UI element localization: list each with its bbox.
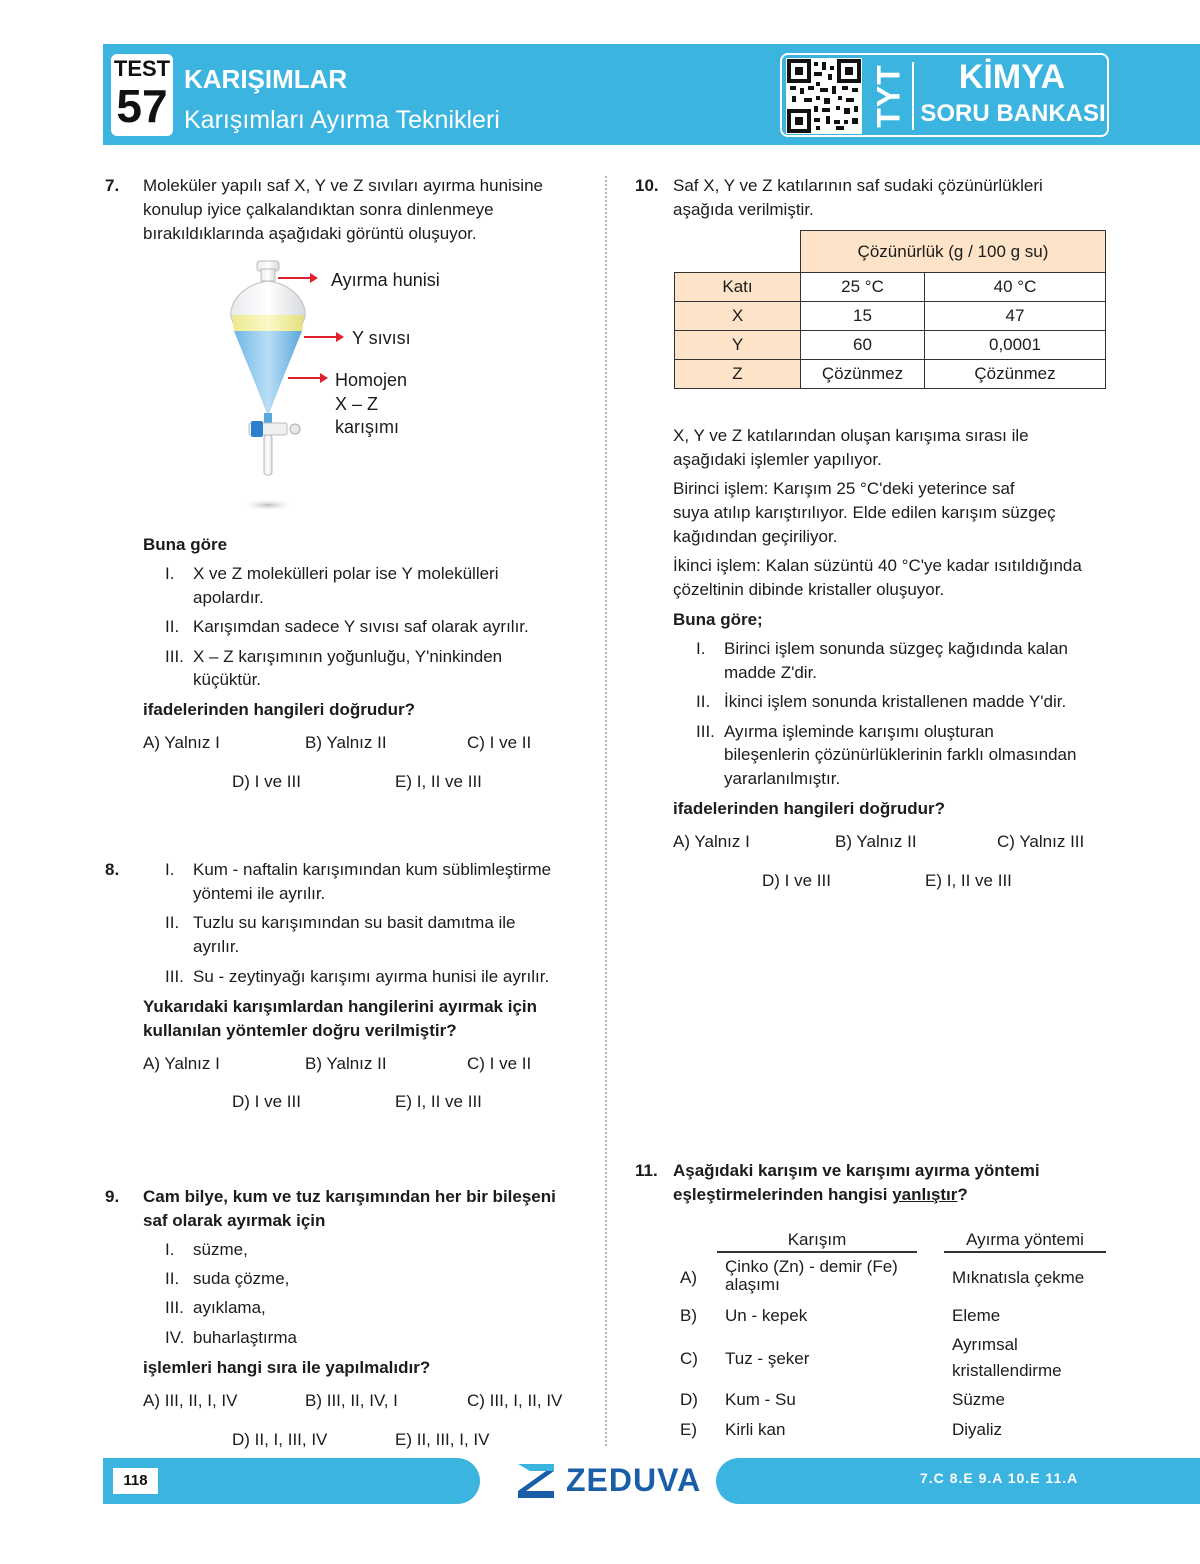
- match-option[interactable]: C): [680, 1349, 698, 1368]
- match-mixture: Çinko (Zn) - demir (Fe) alaşımı: [725, 1257, 898, 1294]
- option-d[interactable]: D) I ve III: [232, 772, 301, 791]
- table-cell: Z: [675, 360, 801, 389]
- liquid-y-label: Y sıvısı: [352, 328, 411, 348]
- page-number: 118: [113, 1468, 158, 1494]
- paragraph-line: Birinci işlem: Karışım 25 °C'deki yeterince saf: [673, 479, 1015, 498]
- question-11-stem: eşleştirmelerinden hangisi yanlıştır?: [673, 1185, 968, 1204]
- table-col-header: Katı: [675, 273, 801, 302]
- question-9-prompt: işlemleri hangi sıra ile yapılmalıdır?: [143, 1358, 431, 1377]
- statement-number: III.: [696, 722, 715, 741]
- statement-text: İkinci işlem sonunda kristallenen madde Y'dir.: [724, 692, 1067, 711]
- option-c[interactable]: C) III, I, II, IV: [467, 1391, 563, 1410]
- test-label: TEST: [113, 56, 171, 81]
- match-option[interactable]: B): [680, 1306, 697, 1325]
- match-option[interactable]: A): [680, 1268, 697, 1287]
- statement-number: I.: [165, 564, 175, 583]
- table-rule: [944, 1251, 1106, 1253]
- statement-text: yöntemi ile ayrılır.: [193, 884, 326, 903]
- table-cell: Y: [675, 331, 801, 360]
- table-cell: X: [675, 302, 801, 331]
- match-method: Süzme: [952, 1390, 1005, 1409]
- paragraph-line: aşağıdaki işlemler yapılıyor.: [673, 450, 882, 469]
- footer-bar-left: [103, 1458, 480, 1504]
- statement-text: süzme,: [193, 1240, 248, 1259]
- statement-text: madde Z'dir.: [724, 663, 818, 682]
- question-7-prompt: ifadelerinden hangileri doğrudur?: [143, 700, 416, 719]
- match-option[interactable]: E): [680, 1420, 697, 1439]
- mixture-label: karışımı: [335, 417, 400, 437]
- match-mixture: Un - kepek: [725, 1306, 808, 1325]
- question-9-number: 9.: [105, 1187, 120, 1206]
- option-b[interactable]: B) III, II, IV, I: [305, 1391, 398, 1410]
- question-10-prompt: ifadelerinden hangileri doğrudur?: [673, 799, 946, 818]
- statement-text: bileşenlerin çözünürlüklerinin farklı olmasından: [724, 745, 1077, 764]
- statement-number: III.: [165, 1298, 184, 1317]
- option-d[interactable]: D) I ve III: [232, 1092, 301, 1111]
- statement-number: I.: [165, 1240, 175, 1259]
- statement-number: II.: [165, 1269, 180, 1288]
- statement-text: küçüktür.: [193, 670, 262, 689]
- match-method: Diyaliz: [952, 1420, 1003, 1439]
- question-7-stem-line: konulup iyice çalkalandıktan sonra dinlenmeye: [143, 200, 494, 219]
- tyt-label: TYT: [870, 64, 907, 128]
- question-8-prompt: kullanılan yöntemler doğru verilmiştir?: [143, 1021, 457, 1040]
- question-10-lead: Buna göre;: [673, 610, 763, 629]
- arrow-icon: [286, 368, 330, 388]
- question-8-number: 8.: [105, 860, 120, 879]
- brand-logo-text: ZEDUVA: [566, 1462, 702, 1498]
- answer-key: 7.C 8.E 9.A 10.E 11.A: [920, 1470, 1079, 1486]
- statement-number: I.: [165, 860, 175, 879]
- statement-text: suda çözme,: [193, 1269, 290, 1288]
- arrow-icon: [302, 327, 346, 347]
- option-d[interactable]: D) II, I, III, IV: [232, 1430, 328, 1449]
- table-cell: 60: [801, 331, 925, 360]
- column-divider: [605, 176, 607, 1446]
- match-method: Eleme: [952, 1306, 1001, 1325]
- zeduva-logo-icon: [516, 1462, 556, 1500]
- option-b[interactable]: B) Yalnız II: [305, 733, 387, 752]
- option-e[interactable]: E) I, II ve III: [925, 871, 1012, 890]
- question-7-stem-line: Moleküler yapılı saf X, Y ve Z sıvıları ayırma hunisine: [143, 176, 543, 195]
- match-method: kristallendirme: [952, 1361, 1062, 1380]
- statement-number: II.: [165, 617, 180, 636]
- solubility-table: [674, 230, 1106, 389]
- table-cell: Çözünmez: [801, 360, 925, 389]
- question-9-stem: saf olarak ayırmak için: [143, 1211, 326, 1230]
- paragraph-line: X, Y ve Z katılarından oluşan karışıma sırası ile: [673, 426, 1029, 445]
- option-a[interactable]: A) Yalnız I: [143, 1054, 220, 1073]
- match-mixture: Kum - Su: [725, 1390, 796, 1409]
- mixture-label: Homojen: [335, 370, 408, 390]
- option-a[interactable]: A) Yalnız I: [673, 832, 750, 851]
- paragraph-line: İkinci işlem: Kalan süzüntü 40 °C'ye kadar ısıtıldığında: [673, 556, 1082, 575]
- option-b[interactable]: B) Yalnız II: [305, 1054, 387, 1073]
- question-8-prompt: Yukarıdaki karışımlardan hangilerini ayırmak için: [143, 997, 538, 1016]
- qr-code-icon[interactable]: [786, 58, 862, 134]
- option-d[interactable]: D) I ve III: [762, 871, 831, 890]
- option-e[interactable]: E) I, II ve III: [395, 1092, 482, 1111]
- arrow-icon: [276, 268, 320, 288]
- statement-text: X ve Z molekülleri polar ise Y molekülleri: [193, 564, 499, 583]
- statement-text: Su - zeytinyağı karışımı ayırma hunisi ile ayrılır.: [193, 967, 550, 986]
- table-rule: [717, 1251, 917, 1253]
- table-header: Çözünürlük (g / 100 g su): [801, 231, 1106, 273]
- paragraph-line: çözeltinin dibinde kristaller oluşuyor.: [673, 580, 945, 599]
- statement-text: Birinci işlem sonunda süzgeç kağıdında kalan: [724, 639, 1068, 658]
- test-number: 57: [116, 80, 168, 132]
- option-a[interactable]: A) III, II, I, IV: [143, 1391, 238, 1410]
- column-header-mixture: Karışım: [787, 1230, 847, 1249]
- question-7-lead: Buna göre: [143, 535, 228, 554]
- statement-number: II.: [696, 692, 711, 711]
- table-cell: 47: [925, 302, 1106, 331]
- table-col-header: 40 °C: [925, 273, 1106, 302]
- match-mixture: Tuz - şeker: [725, 1349, 810, 1368]
- mixture-label: X – Z: [335, 394, 379, 414]
- column-header-method: Ayırma yöntemi: [966, 1230, 1084, 1249]
- table-cell: Çözünmez: [925, 360, 1106, 389]
- table-cell: 15: [801, 302, 925, 331]
- question-11-number: 11.: [635, 1161, 658, 1180]
- paragraph-line: suya atılıp karıştırılıyor. Elde edilen karışım süzgeç: [673, 503, 1056, 522]
- table-cell: 0,0001: [925, 331, 1106, 360]
- statement-number: IV.: [165, 1328, 185, 1347]
- question-7-stem-line: bırakıldıklarında aşağıdaki görüntü oluşuyor.: [143, 224, 477, 243]
- statement-text: Karışımdan sadece Y sıvısı saf olarak ayrılır.: [193, 617, 529, 636]
- statement-number: III.: [165, 967, 184, 986]
- option-c[interactable]: C) I ve II: [467, 733, 532, 752]
- page-title: KARIŞIMLAR: [184, 64, 348, 94]
- statement-text: ayrılır.: [193, 937, 240, 956]
- emphasis-word: yanlıştır: [892, 1185, 958, 1204]
- funnel-label: Ayırma hunisi: [331, 270, 440, 290]
- book-title: SORU BANKASI: [920, 100, 1106, 127]
- table-col-header: 25 °C: [801, 273, 925, 302]
- match-option[interactable]: D): [680, 1390, 698, 1409]
- option-c[interactable]: C) Yalnız III: [997, 832, 1085, 851]
- question-11-stem: Aşağıdaki karışım ve karışımı ayırma yöntemi: [673, 1161, 1040, 1180]
- question-7-number: 7.: [105, 176, 120, 195]
- match-method: Mıknatısla çekme: [952, 1268, 1085, 1287]
- statement-text: apolardır.: [193, 588, 264, 607]
- question-10-number: 10.: [635, 176, 659, 195]
- page-subtitle: Karışımları Ayırma Teknikleri: [184, 106, 500, 134]
- paragraph-line: kağıdından geçiriliyor.: [673, 527, 838, 546]
- statement-number: I.: [696, 639, 706, 658]
- match-mixture: Kirli kan: [725, 1420, 786, 1439]
- option-e[interactable]: E) II, III, I, IV: [395, 1430, 490, 1449]
- option-e[interactable]: E) I, II ve III: [395, 772, 482, 791]
- statement-text: yararlanılmıştır.: [724, 769, 841, 788]
- question-9-stem: Cam bilye, kum ve tuz karışımından her bir bileşeni: [143, 1187, 556, 1206]
- statement-text: buharlaştırma: [193, 1328, 297, 1347]
- statement-text: X – Z karışımının yoğunluğu, Y'ninkinden: [193, 647, 503, 666]
- subject-title: KİMYA: [958, 58, 1066, 96]
- question-10-stem: Saf X, Y ve Z katılarının saf sudaki çözünürlükleri: [673, 176, 1043, 195]
- question-10-stem: aşağıda verilmiştir.: [673, 200, 814, 219]
- option-c[interactable]: C) I ve II: [467, 1054, 532, 1073]
- statement-text: Kum - naftalin karışımından kum süblimleştirme: [193, 860, 552, 879]
- option-b[interactable]: B) Yalnız II: [835, 832, 917, 851]
- statement-number: III.: [165, 647, 184, 666]
- match-method: Ayrımsal: [952, 1335, 1018, 1354]
- option-a[interactable]: A) Yalnız I: [143, 733, 220, 752]
- statement-text: ayıklama,: [193, 1298, 266, 1317]
- statement-text: Ayırma işleminde karışımı oluşturan: [724, 722, 994, 741]
- statement-number: II.: [165, 913, 180, 932]
- divider: [912, 62, 914, 130]
- statement-text: Tuzlu su karışımından su basit damıtma ile: [193, 913, 516, 932]
